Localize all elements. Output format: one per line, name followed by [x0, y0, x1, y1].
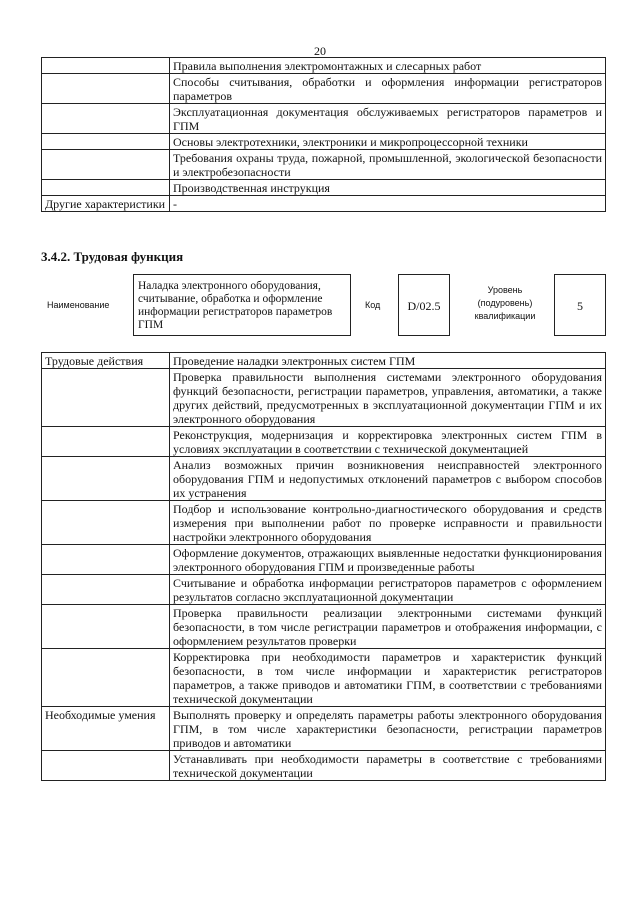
row-text: Проверка правильности реализации электронными системами функций безопасности, в том числе регистрации параметров и отображения информации, с оформлением результатов проверки [170, 605, 606, 649]
table-row [42, 457, 606, 501]
row-heading: Необходимые умения [42, 707, 170, 751]
page-number: 20 [314, 44, 326, 58]
row-heading [42, 501, 170, 545]
row-text: Эксплуатационная документация обслуживаемых регистраторов параметров и ГПМ [170, 104, 606, 134]
level-label: Уровень (подуровень) квалификации [474, 285, 536, 321]
row-text: Реконструкция, модернизация и корректировка электронных систем ГПМ в условиях эксплуатации в соответствии с технической документацией [170, 427, 606, 457]
table-row [42, 58, 606, 74]
table-row [42, 751, 606, 781]
other-characteristics-value: - [170, 196, 606, 212]
row-text: Проведение наладки электронных систем ГПМ [170, 353, 606, 369]
row-text: Правила выполнения электромонтажных и слесарных работ [170, 58, 606, 74]
table-row [42, 427, 606, 457]
row-heading [42, 74, 170, 104]
table-row [42, 104, 606, 134]
table-row [42, 74, 606, 104]
row-heading [42, 751, 170, 781]
row-heading [42, 134, 170, 150]
function-header [41, 272, 611, 338]
row-text: Проверка правильности выполнения системами электронного оборудования функций безопасности, регистрации параметров, управления, автоматики, а также других действий, предусмотренных в эксплуатационной документации ГПМ и их электронного оборудования [170, 369, 606, 427]
row-heading [42, 457, 170, 501]
row-text: Корректировка при необходимости параметров и характеристик функций безопасности, в том числе информации и характеристик регистраторов параметров, а также приводов и автоматики ГПМ, в соответствии с требованиями технической документации [170, 649, 606, 707]
row-heading [42, 649, 170, 707]
table-row [42, 545, 606, 575]
table-row [42, 369, 606, 427]
row-heading [42, 104, 170, 134]
code-label: Код [365, 300, 381, 310]
row-heading [42, 605, 170, 649]
row-text: Выполнять проверку и определять параметры работы электронного оборудования ГПМ, в том числе характеристики безопасности, регистрации параметров приводов и автоматики [170, 707, 606, 751]
table-row [42, 707, 606, 751]
name-label: Наименование [47, 300, 110, 310]
row-heading [42, 369, 170, 427]
section-title: 3.4.2. Трудовая функция [41, 249, 184, 264]
row-heading [42, 427, 170, 457]
row-text: Производственная инструкция [170, 180, 606, 196]
table-row [42, 501, 606, 545]
knowledge-table [41, 57, 606, 212]
row-text: Считывание и обработка информации регистраторов параметров с оформлением результатов согласно эксплуатационной документации [170, 575, 606, 605]
row-heading: Трудовые действия [42, 353, 170, 369]
table-row [42, 605, 606, 649]
table-row [42, 180, 606, 196]
row-heading [42, 545, 170, 575]
table-row [42, 134, 606, 150]
row-text: Способы считывания, обработки и оформления информации регистраторов параметров [170, 74, 606, 104]
row-heading [42, 150, 170, 180]
table-row [42, 649, 606, 707]
row-text: Требования охраны труда, пожарной, промышленной, экологической безопасности и электробезопасности [170, 150, 606, 180]
row-text: Устанавливать при необходимости параметры в соответствие с требованиями технической документации [170, 751, 606, 781]
level-value-box: 5 [554, 274, 606, 336]
function-details-table [41, 352, 606, 781]
row-text: Основы электротехники, электроники и микропроцессорной техники [170, 134, 606, 150]
row-heading [42, 575, 170, 605]
function-code-box: D/02.5 [398, 274, 450, 336]
row-text: Оформление документов, отражающих выявленные недостатки функционирования электронного оборудования ГПМ и произведенные работы [170, 545, 606, 575]
table-row [42, 196, 606, 212]
table-row [42, 150, 606, 180]
row-heading [42, 58, 170, 74]
row-text: Анализ возможных причин возникновения неисправностей электронного оборудования ГПМ и недопустимых отклонений параметров с выбором способов их устранения [170, 457, 606, 501]
row-text: Подбор и использование контрольно-диагностического оборудования и средств измерения при выполнении работ по проверке исправности и правильности настройки электронного оборудования [170, 501, 606, 545]
table-row [42, 353, 606, 369]
other-characteristics-heading: Другие характеристики [42, 196, 170, 212]
function-name-box: Наладка электронного оборудования, считывание, обработка и оформление информации регистраторов параметров ГПМ [133, 274, 351, 336]
table-row [42, 575, 606, 605]
row-heading [42, 180, 170, 196]
